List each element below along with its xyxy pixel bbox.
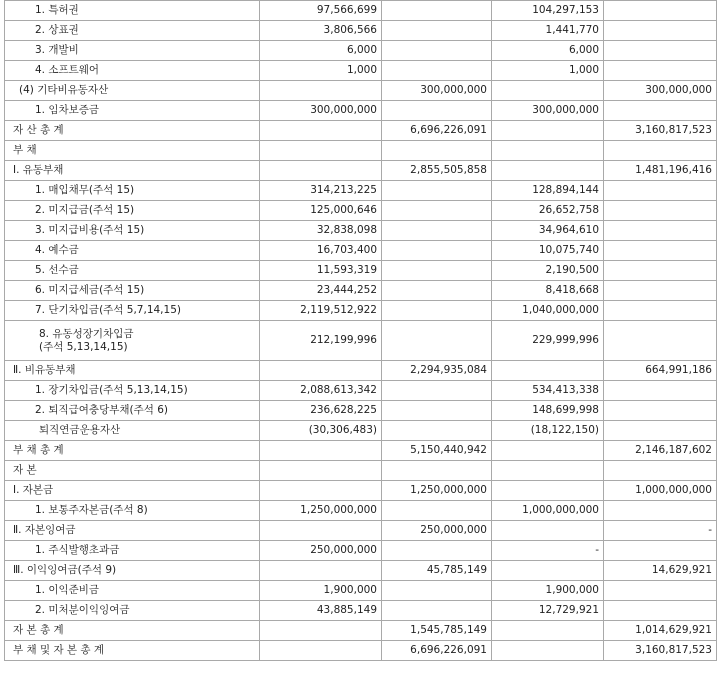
row-label-cell xyxy=(5,461,260,481)
amount-cell-c3 xyxy=(492,81,604,101)
amount-cell-c4 xyxy=(604,61,717,81)
table-row xyxy=(5,461,717,481)
row-label: Ⅰ. 자본금 xyxy=(13,484,54,496)
row-label: 7. 단기차입금(주석 5,7,14,15) xyxy=(35,304,181,316)
amount-cell-c3: 534,413,338 xyxy=(492,381,604,401)
amount-cell-c3 xyxy=(492,141,604,161)
row-label: 4. 소프트웨어 xyxy=(35,64,100,76)
row-label: 1. 보통주자본금(주석 8) xyxy=(35,504,148,516)
table-row xyxy=(5,241,717,261)
amount-cell-c2 xyxy=(382,321,492,361)
amount-cell-c4: 1,014,629,921 xyxy=(604,621,717,641)
row-label-cell xyxy=(5,401,260,421)
row-label: 6. 미지급세금(주석 15) xyxy=(35,284,145,296)
row-label-cell xyxy=(5,201,260,221)
amount-cell-c3 xyxy=(492,521,604,541)
row-label-cell xyxy=(5,301,260,321)
amount-cell-c1: 32,838,098 xyxy=(260,221,382,241)
table-row xyxy=(5,281,717,301)
table-row xyxy=(5,321,717,361)
amount-cell-c1: 11,593,319 xyxy=(260,261,382,281)
row-label: 1. 장기차입금(주석 5,13,14,15) xyxy=(35,384,188,396)
amount-cell-c4: 14,629,921 xyxy=(604,561,717,581)
amount-cell-c2 xyxy=(382,581,492,601)
amount-cell-c3: (18,122,150) xyxy=(492,421,604,441)
amount-cell-c3: 229,999,996 xyxy=(492,321,604,361)
amount-cell-c4 xyxy=(604,1,717,21)
amount-cell-c2: 5,150,440,942 xyxy=(382,441,492,461)
amount-cell-c4 xyxy=(604,401,717,421)
row-label: 2. 상표권 xyxy=(35,24,79,36)
amount-cell-c1: 300,000,000 xyxy=(260,101,382,121)
amount-cell-c1: 16,703,400 xyxy=(260,241,382,261)
row-label: 1. 이익준비금 xyxy=(35,584,100,596)
row-label: 부 채 총 계 xyxy=(13,444,64,456)
amount-cell-c3 xyxy=(492,121,604,141)
amount-cell-c1: 125,000,646 xyxy=(260,201,382,221)
row-label-cell xyxy=(5,101,260,121)
amount-cell-c1: 314,213,225 xyxy=(260,181,382,201)
amount-cell-c3: 1,040,000,000 xyxy=(492,301,604,321)
amount-cell-c4: 1,481,196,416 xyxy=(604,161,717,181)
row-label: 2. 퇴직급여충당부채(주석 6) xyxy=(35,404,168,416)
amount-cell-c2 xyxy=(382,41,492,61)
table-row xyxy=(5,601,717,621)
table-row xyxy=(5,641,717,661)
row-label-cell xyxy=(5,21,260,41)
amount-cell-c4 xyxy=(604,141,717,161)
amount-cell-c4 xyxy=(604,321,717,361)
amount-cell-c3: 6,000 xyxy=(492,41,604,61)
amount-cell-c3 xyxy=(492,641,604,661)
row-label: 1. 특허권 xyxy=(35,4,79,16)
table-row xyxy=(5,361,717,381)
amount-cell-c3 xyxy=(492,161,604,181)
amount-cell-c3: 34,964,610 xyxy=(492,221,604,241)
amount-cell-c2 xyxy=(382,541,492,561)
amount-cell-c4 xyxy=(604,581,717,601)
row-label: 8. 유동성장기차입금 (주석 5,13,14,15) xyxy=(39,327,134,353)
amount-cell-c3: 148,699,998 xyxy=(492,401,604,421)
amount-cell-c4 xyxy=(604,41,717,61)
amount-cell-c4 xyxy=(604,181,717,201)
amount-cell-c4 xyxy=(604,421,717,441)
row-label: Ⅲ. 이익잉여금(주석 9) xyxy=(13,564,117,576)
amount-cell-c1: 1,900,000 xyxy=(260,581,382,601)
row-label-cell xyxy=(5,361,260,381)
amount-cell-c3 xyxy=(492,361,604,381)
row-label: 5. 선수금 xyxy=(35,264,79,276)
amount-cell-c2 xyxy=(382,141,492,161)
amount-cell-c4 xyxy=(604,201,717,221)
row-label-cell xyxy=(5,321,260,361)
amount-cell-c1: 43,885,149 xyxy=(260,601,382,621)
amount-cell-c4 xyxy=(604,221,717,241)
row-label-cell xyxy=(5,241,260,261)
row-label-cell xyxy=(5,421,260,441)
row-label-cell xyxy=(5,161,260,181)
amount-cell-c2 xyxy=(382,401,492,421)
amount-cell-c3 xyxy=(492,461,604,481)
row-label: 1. 매입채무(주석 15) xyxy=(35,184,135,196)
amount-cell-c4: 2,146,187,602 xyxy=(604,441,717,461)
row-label: Ⅱ. 비유동부채 xyxy=(13,364,76,376)
amount-cell-c4 xyxy=(604,541,717,561)
amount-cell-c3 xyxy=(492,621,604,641)
amount-cell-c1 xyxy=(260,561,382,581)
amount-cell-c4 xyxy=(604,261,717,281)
amount-cell-c2 xyxy=(382,181,492,201)
amount-cell-c3 xyxy=(492,481,604,501)
amount-cell-c2: 1,545,785,149 xyxy=(382,621,492,641)
table-row xyxy=(5,161,717,181)
row-label-cell xyxy=(5,121,260,141)
amount-cell-c1: 97,566,699 xyxy=(260,1,382,21)
amount-cell-c4 xyxy=(604,381,717,401)
amount-cell-c3: 26,652,758 xyxy=(492,201,604,221)
row-label-cell xyxy=(5,381,260,401)
table-row xyxy=(5,481,717,501)
row-label: 1. 주식발행초과금 xyxy=(35,544,120,556)
row-label-cell xyxy=(5,621,260,641)
amount-cell-c1 xyxy=(260,481,382,501)
amount-cell-c3: 300,000,000 xyxy=(492,101,604,121)
amount-cell-c2 xyxy=(382,201,492,221)
amount-cell-c2: 300,000,000 xyxy=(382,81,492,101)
amount-cell-c2: 2,294,935,084 xyxy=(382,361,492,381)
amount-cell-c1: 236,628,225 xyxy=(260,401,382,421)
amount-cell-c4 xyxy=(604,101,717,121)
table-row xyxy=(5,41,717,61)
amount-cell-c1 xyxy=(260,621,382,641)
table-row xyxy=(5,181,717,201)
amount-cell-c1: 212,199,996 xyxy=(260,321,382,361)
amount-cell-c2: 2,855,505,858 xyxy=(382,161,492,181)
amount-cell-c3: - xyxy=(492,541,604,561)
amount-cell-c3: 104,297,153 xyxy=(492,1,604,21)
row-label-cell xyxy=(5,1,260,21)
amount-cell-c2 xyxy=(382,601,492,621)
amount-cell-c2 xyxy=(382,1,492,21)
amount-cell-c3: 8,418,668 xyxy=(492,281,604,301)
amount-cell-c2 xyxy=(382,281,492,301)
row-label: 자 본 xyxy=(13,464,37,476)
amount-cell-c4: 3,160,817,523 xyxy=(604,641,717,661)
amount-cell-c1 xyxy=(260,161,382,181)
amount-cell-c4: 664,991,186 xyxy=(604,361,717,381)
amount-cell-c4: 3,160,817,523 xyxy=(604,121,717,141)
amount-cell-c1: 1,000 xyxy=(260,61,382,81)
table-row xyxy=(5,201,717,221)
row-label-cell xyxy=(5,641,260,661)
row-label: 퇴직연금운용자산 xyxy=(39,424,121,436)
table-row xyxy=(5,301,717,321)
amount-cell-c3: 1,900,000 xyxy=(492,581,604,601)
row-label-cell xyxy=(5,261,260,281)
amount-cell-c2 xyxy=(382,221,492,241)
row-label-cell xyxy=(5,181,260,201)
amount-cell-c3: 128,894,144 xyxy=(492,181,604,201)
amount-cell-c1 xyxy=(260,121,382,141)
balance-sheet-body xyxy=(5,1,717,661)
row-label-cell xyxy=(5,581,260,601)
row-label: Ⅰ. 유동부채 xyxy=(13,164,64,176)
row-label-cell xyxy=(5,281,260,301)
row-label-cell xyxy=(5,41,260,61)
row-label: 자 본 총 계 xyxy=(13,624,64,636)
table-row xyxy=(5,121,717,141)
amount-cell-c2 xyxy=(382,101,492,121)
table-row xyxy=(5,1,717,21)
balance-sheet-table xyxy=(4,0,717,661)
amount-cell-c4: - xyxy=(604,521,717,541)
amount-cell-c1 xyxy=(260,141,382,161)
row-label: 4. 예수금 xyxy=(35,244,79,256)
amount-cell-c1 xyxy=(260,441,382,461)
amount-cell-c4 xyxy=(604,21,717,41)
table-row xyxy=(5,261,717,281)
amount-cell-c4: 300,000,000 xyxy=(604,81,717,101)
row-label: 3. 미지급비용(주석 15) xyxy=(35,224,145,236)
amount-cell-c2 xyxy=(382,501,492,521)
table-row xyxy=(5,81,717,101)
row-label-cell xyxy=(5,601,260,621)
amount-cell-c1 xyxy=(260,461,382,481)
amount-cell-c1 xyxy=(260,641,382,661)
amount-cell-c3: 12,729,921 xyxy=(492,601,604,621)
row-label-cell xyxy=(5,541,260,561)
row-label: 부 채 및 자 본 총 계 xyxy=(13,644,105,656)
amount-cell-c3: 1,441,770 xyxy=(492,21,604,41)
amount-cell-c1: 6,000 xyxy=(260,41,382,61)
amount-cell-c1 xyxy=(260,521,382,541)
amount-cell-c1: 2,119,512,922 xyxy=(260,301,382,321)
table-row xyxy=(5,521,717,541)
row-label-cell xyxy=(5,561,260,581)
table-row xyxy=(5,421,717,441)
amount-cell-c3 xyxy=(492,441,604,461)
table-row xyxy=(5,441,717,461)
amount-cell-c3: 1,000 xyxy=(492,61,604,81)
amount-cell-c1: 3,806,566 xyxy=(260,21,382,41)
amount-cell-c4 xyxy=(604,281,717,301)
amount-cell-c2: 6,696,226,091 xyxy=(382,121,492,141)
amount-cell-c3: 2,190,500 xyxy=(492,261,604,281)
table-row xyxy=(5,21,717,41)
row-label-cell xyxy=(5,441,260,461)
amount-cell-c2 xyxy=(382,21,492,41)
row-label-cell xyxy=(5,501,260,521)
table-row xyxy=(5,501,717,521)
table-row xyxy=(5,101,717,121)
amount-cell-c4 xyxy=(604,461,717,481)
amount-cell-c1: 1,250,000,000 xyxy=(260,501,382,521)
amount-cell-c4 xyxy=(604,241,717,261)
table-row xyxy=(5,541,717,561)
table-row xyxy=(5,561,717,581)
row-label: (4) 기타비유동자산 xyxy=(19,84,109,96)
amount-cell-c2 xyxy=(382,301,492,321)
table-row xyxy=(5,621,717,641)
amount-cell-c1: (30,306,483) xyxy=(260,421,382,441)
amount-cell-c2 xyxy=(382,461,492,481)
amount-cell-c2 xyxy=(382,61,492,81)
amount-cell-c1: 23,444,252 xyxy=(260,281,382,301)
row-label: 자 산 총 계 xyxy=(13,124,64,136)
amount-cell-c1: 2,088,613,342 xyxy=(260,381,382,401)
table-row xyxy=(5,141,717,161)
amount-cell-c2 xyxy=(382,241,492,261)
row-label-cell xyxy=(5,61,260,81)
row-label: 3. 개발비 xyxy=(35,44,79,56)
row-label: Ⅱ. 자본잉여금 xyxy=(13,524,76,536)
table-row xyxy=(5,61,717,81)
amount-cell-c4 xyxy=(604,301,717,321)
amount-cell-c1 xyxy=(260,361,382,381)
amount-cell-c1 xyxy=(260,81,382,101)
row-label: 2. 미처분이익잉여금 xyxy=(35,604,130,616)
table-row xyxy=(5,381,717,401)
table-row xyxy=(5,401,717,421)
table-row xyxy=(5,581,717,601)
amount-cell-c4 xyxy=(604,601,717,621)
row-label: 부 채 xyxy=(13,144,37,156)
amount-cell-c2: 6,696,226,091 xyxy=(382,641,492,661)
row-label-cell xyxy=(5,221,260,241)
amount-cell-c4: 1,000,000,000 xyxy=(604,481,717,501)
amount-cell-c4 xyxy=(604,501,717,521)
row-label-cell xyxy=(5,81,260,101)
amount-cell-c2 xyxy=(382,261,492,281)
row-label-cell xyxy=(5,521,260,541)
amount-cell-c2 xyxy=(382,381,492,401)
amount-cell-c2 xyxy=(382,421,492,441)
row-label: 1. 임차보증금 xyxy=(35,104,100,116)
amount-cell-c2: 45,785,149 xyxy=(382,561,492,581)
amount-cell-c1: 250,000,000 xyxy=(260,541,382,561)
amount-cell-c2: 1,250,000,000 xyxy=(382,481,492,501)
amount-cell-c3: 10,075,740 xyxy=(492,241,604,261)
amount-cell-c3 xyxy=(492,561,604,581)
row-label: 2. 미지급금(주석 15) xyxy=(35,204,135,216)
amount-cell-c2: 250,000,000 xyxy=(382,521,492,541)
amount-cell-c3: 1,000,000,000 xyxy=(492,501,604,521)
row-label-cell xyxy=(5,481,260,501)
row-label-cell xyxy=(5,141,260,161)
table-row xyxy=(5,221,717,241)
